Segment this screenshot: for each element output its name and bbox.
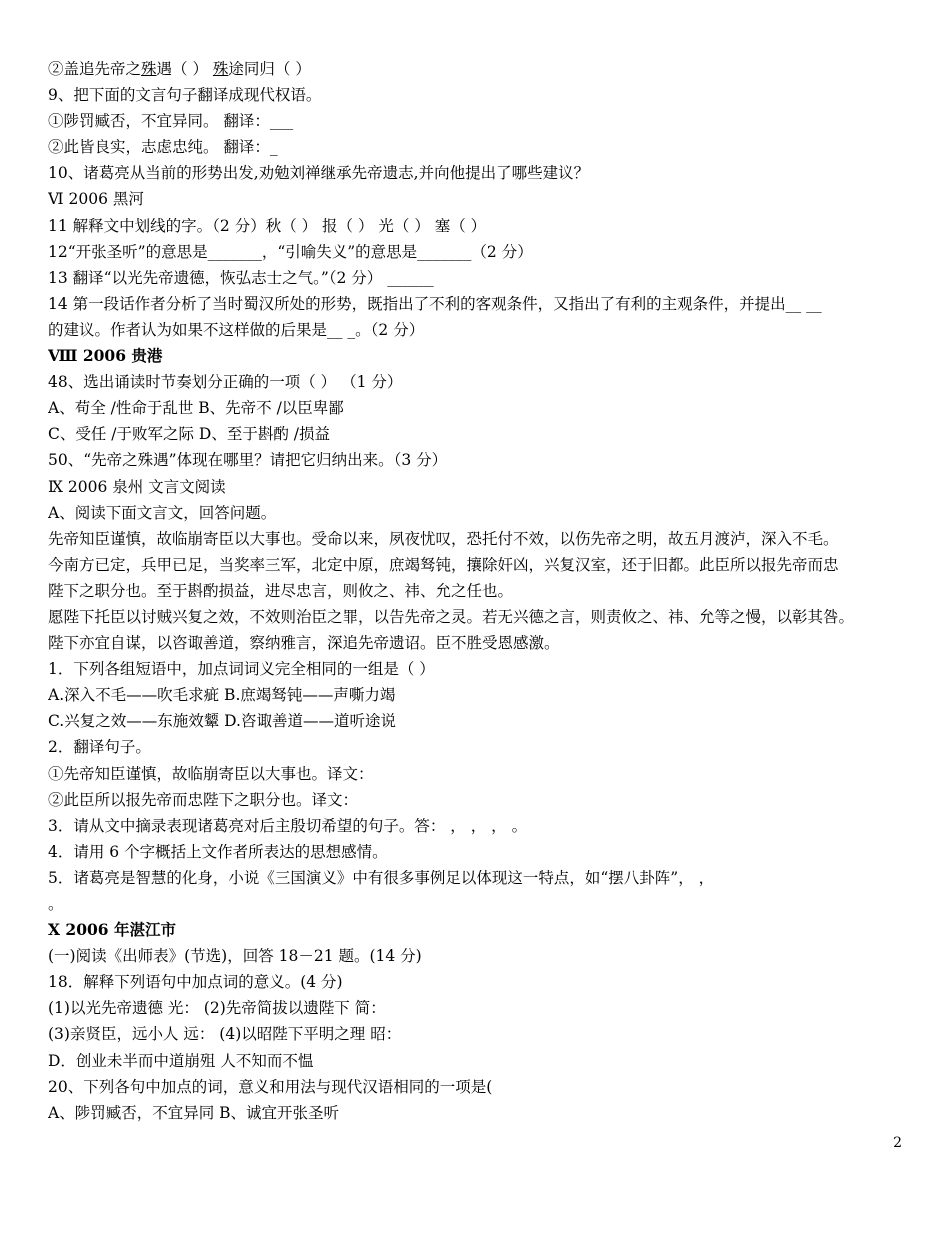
question-line: 5．诸葛亮是智慧的化身，小说《三国演义》中有很多事例足以体现这一特点，如“摆八卦阵”， ，: [48, 868, 715, 887]
document-body: [48, 56, 918, 1126]
question-line: 10、诸葛亮从当前的形势出发,劝勉刘禅继承先帝遗志,并向他提出了哪些建议？: [48, 164, 590, 183]
text-segment: 盖追先帝之: [63, 60, 142, 78]
circled-number: ②: [48, 60, 64, 78]
question-line: ①先帝知臣谨慎，故临崩寄臣以大事也。译文：: [48, 764, 374, 783]
question-line: ②此臣所以报先帝而忠陛下之职分也。译文：: [48, 790, 359, 809]
question-line: (1)以光先帝遗德 光： (2)先帝简拔以遗陛下 简：: [48, 999, 386, 1018]
underlined-char: 殊: [141, 60, 157, 78]
question-line: 20、下列各句中加点的词，意义和用法与现代汉语相同的一项是(: [48, 1077, 493, 1096]
page-number: 2: [893, 1135, 902, 1151]
question-line: 3．请从文中摘录表现诸葛亮对后主殷切希望的句子。答： ， ， ， 。: [48, 816, 528, 835]
question-line: 11 解释文中划线的字。（2 分）秋（ ） 报（ ） 光（ ） 塞（ ）: [48, 216, 487, 235]
question-line: 9、把下面的文言句子翻译成现代权语。: [48, 86, 322, 105]
question-line: 50、“先帝之殊遇”体现在哪里？请把它归纳出来。（3 分）: [48, 451, 448, 470]
text-segment: 遇（ ）: [156, 60, 213, 78]
option-line: A.深入不毛——吹毛求疵 B.庶竭驽钝——声嘶力竭: [48, 686, 396, 705]
question-line: 4．请用 6 个字概括上文作者所表达的思想感情。: [48, 842, 388, 861]
question-line: 13 翻译“以光先帝遗德，恢弘志士之气。”（2 分） ______: [48, 268, 434, 287]
question-line: 的建议。作者认为如果不这样做的后果是__ _。（2 分）: [48, 320, 425, 339]
question-line: D．创业未半而中道崩殂 人不知而不愠: [48, 1051, 314, 1070]
underlined-char: 殊: [212, 60, 229, 78]
section-heading: Ⅷ 2006 贵港: [48, 346, 163, 366]
option-line: C、受任 /于败军之际 D、至于斟酌 /损益: [48, 425, 331, 444]
question-line: 14 第一段话作者分析了当时蜀汉所处的形势，既指出了不利的客观条件，又指出了有利的主观条件，并提出__ __: [48, 294, 822, 313]
text-segment: 途同归（ ）: [228, 60, 311, 78]
question-line: 。: [48, 895, 64, 913]
question-line: 48、选出诵读时节奏划分正确的一项（ ） （1 分）: [48, 373, 403, 392]
section-heading: Ⅵ 2006 黑河: [48, 190, 144, 209]
question-line: ①陟罚臧否，不宜异同。 翻译：___: [48, 112, 294, 131]
option-line: A、苟全 /性命于乱世 B、先帝不 /以臣卑鄙: [48, 399, 344, 418]
question-line: 12“开张圣听”的意思是_______，“引喻失义”的意思是_______（2 分）: [48, 242, 533, 261]
instruction-line: A、阅读下面文言文，回答问题。: [48, 503, 277, 522]
option-line: A、陟罚臧否，不宜异同 B、诚宜开张圣听: [48, 1103, 340, 1122]
question-line: 18．解释下列语句中加点词的意义。(4 分): [48, 973, 343, 992]
option-line: C.兴复之效——东施效颦 D.咨诹善道——道听途说: [48, 712, 396, 731]
question-line: 2．翻译句子。: [48, 738, 151, 757]
question-line: (3)亲贤臣，远小人 远： (4)以昭陛下平明之理 昭：: [48, 1025, 402, 1044]
section-heading: Ⅹ 2006 年湛江市: [48, 920, 176, 940]
section-heading: Ⅸ 2006 泉州 文言文阅读: [48, 477, 226, 496]
question-line: 1．下列各组短语中，加点词词义完全相同的一组是（ ）: [48, 660, 435, 679]
passage-line: 陛下亦宜自谋，以咨诹善道，察纳雅言，深追先帝遗诏。臣不胜受恩感激。: [48, 634, 560, 653]
question-line-1: [48, 56, 918, 82]
instruction-line: (一)阅读《出师表》(节选)，回答 18－21 题。(14 分): [48, 947, 422, 966]
passage-line: 今南方已定，兵甲已足，当奖率三军，北定中原，庶竭驽钝，攘除奸凶，兴复汉室，还于旧都。此臣所以报先帝而忠: [48, 555, 839, 574]
passage-line: 先帝知臣谨慎，故临崩寄臣以大事也。受命以来，夙夜忧叹，恐托付不效，以伤先帝之明，故五月渡泸，深入不毛。: [48, 529, 839, 548]
passage-line: 陛下之职分也。至于斟酌损益，进尽忠言，则攸之、祎、允之任也。: [48, 581, 514, 600]
passage-line: 愿陛下托臣以讨贼兴复之效，不效则治臣之罪，以告先帝之灵。若无兴德之言，则责攸之、祎、允等之慢，以彰其咎。: [48, 607, 855, 626]
question-line: ②此皆良实，志虑忠纯。 翻译：_: [48, 138, 278, 157]
